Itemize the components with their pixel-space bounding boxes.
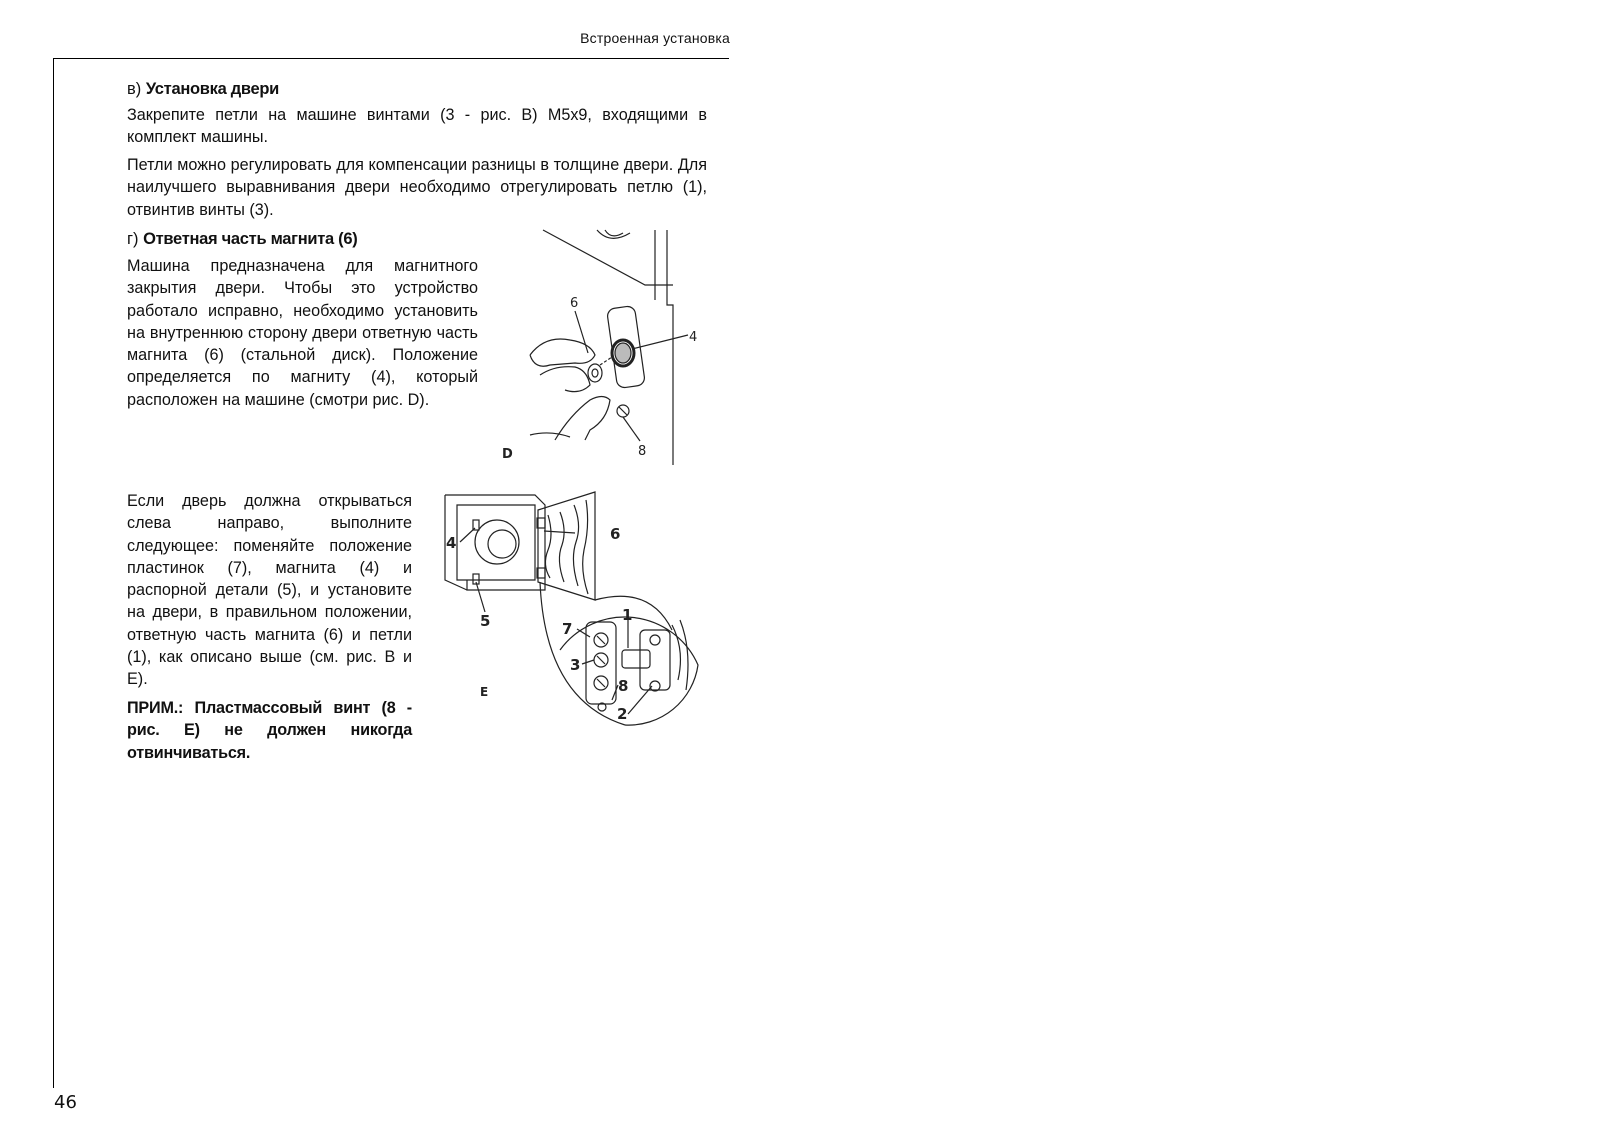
figure-d-callout-4: 4 [689, 330, 698, 345]
section-v-prefix: в) [127, 80, 142, 98]
figure-d-callout-8: 8 [638, 444, 647, 459]
running-header: Встроенная установка [580, 30, 730, 46]
figure-e-label: E [480, 685, 489, 699]
left-door-paragraph: Если дверь должна открываться слева направо, выполните следующее: поменяйте положение пластинок (7), магнита (4) и распорной детали (5), и установите на двери, в правильном положении, ответную часть магнита (6) и петли (1), как описано выше (см. рис. В и Е). [127, 492, 412, 689]
section-v-paragraph-2: Петли можно регулировать для компенсации разницы в толщине двери. Для наилучшего выравнивания двери необходимо отрегулировать петлю (1), отвинтив винты (3). [127, 156, 707, 219]
section-v-title: Установка двери [145, 80, 280, 98]
figure-e-callout-4: 4 [446, 534, 457, 552]
margin-rule [53, 58, 54, 1088]
figure-e-callout-7: 7 [562, 620, 573, 638]
section-g-paragraph: Машина предназначена для магнитного закрытия двери. Чтобы это устройство работало исправно, необходимо установить на внутреннюю сторону двери ответную часть магнита (6) (стальной диск). Положение определяется по магниту (4), который расположен на машине (смотри рис. D). [127, 257, 478, 409]
page-number: 46 [54, 1092, 77, 1113]
figure-e-callout-8: 8 [618, 677, 629, 695]
figure-d-label: D [502, 447, 513, 462]
section-g-heading [127, 228, 357, 250]
figure-d-illustration [495, 225, 698, 470]
section-v-paragraph-1: Закрепите петли на машине винтами (3 - рис. В) М5х9, входящими в комплект машины. [127, 106, 707, 147]
figure-e-callout-6: 6 [610, 525, 621, 543]
left-door-note: ПРИМ.: Пластмассовый винт (8 - рис. Е) не должен никогда отвинчиваться. [127, 699, 412, 762]
header-rule [53, 58, 729, 59]
figure-e-callout-5: 5 [480, 612, 491, 630]
figure-e-callout-3: 3 [570, 656, 581, 674]
figure-d-callout-6: 6 [570, 296, 579, 311]
figure-e-callout-2: 2 [617, 705, 628, 723]
section-g-title: Ответная часть магнита (6) [143, 230, 358, 248]
figure-e-callout-1: 1 [622, 606, 633, 624]
section-g-prefix: г) [127, 230, 139, 248]
section-v-heading [127, 78, 279, 100]
figure-e-illustration [440, 490, 705, 735]
